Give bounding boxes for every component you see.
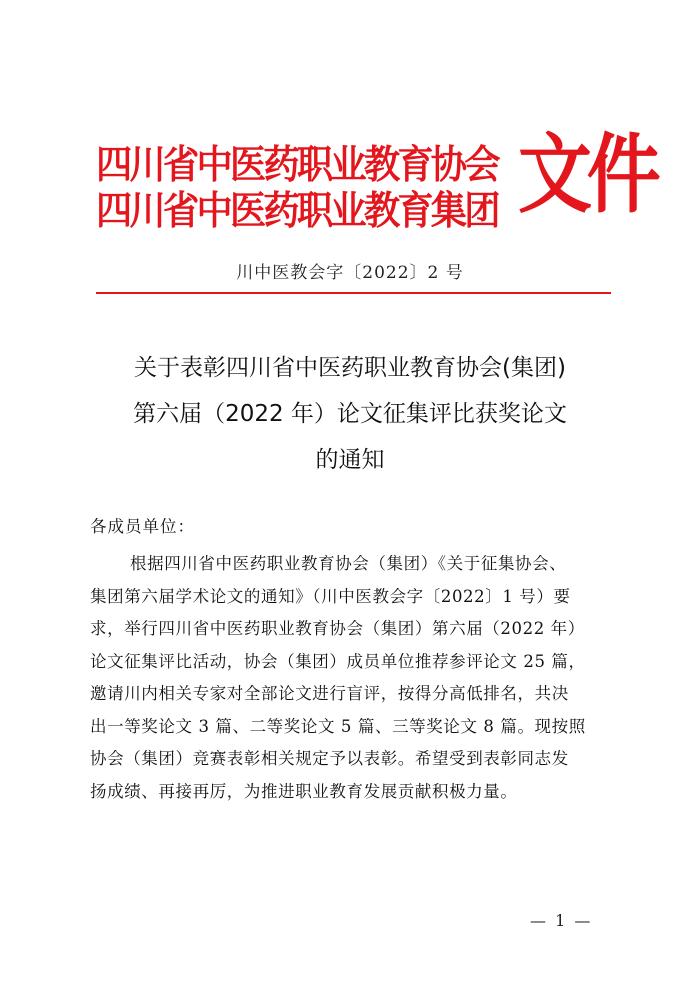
issuing-org-association: 四川省中医药职业教育协会 (96, 143, 498, 188)
document-type-label: 文件 (518, 125, 656, 225)
title-line: 第六届（2022 年）论文征集评比获奖论文 (133, 401, 567, 427)
body-line: 根据四川省中医药职业教育协会（集团）《关于征集协会、 (130, 554, 567, 573)
body-line: 论文征集评比活动，协会（集团）成员单位推荐参评论文 25 篇， (90, 651, 586, 671)
body-line: 邀请川内相关专家对全部论文进行盲评，按得分高低排名，共决 (90, 684, 569, 703)
title-line: 关于表彰四川省中医药职业教育协会(集团) (134, 355, 566, 381)
document-red-header (0, 0, 700, 300)
body-line: 求，举行四川省中医药职业教育协会（集团）第六届（2022 年） (90, 619, 585, 638)
red-separator-line (96, 292, 611, 294)
page-number: — 1 — (530, 911, 593, 930)
salutation: 各成员单位： (90, 517, 195, 536)
body-line: 扬成绩、再接再厉，为推进职业教育发展贡献积极力量。 (90, 781, 518, 801)
body-line: 集团第六届学术论文的通知》（川中医教会字〔2022〕1 号）要 (90, 586, 571, 606)
body-paragraph (90, 548, 615, 808)
issuing-org-group: 四川省中医药职业教育集团 (96, 189, 498, 234)
document-title (60, 345, 640, 483)
title-line: 的通知 (315, 447, 385, 473)
body-line: 出一等奖论文 3 篇、二等奖论文 5 篇、三等奖论文 8 篇。现按照 (90, 716, 586, 736)
body-line: 协会（集团）竞赛表彰相关规定予以表彰。希望受到表彰同志发 (90, 749, 569, 768)
document-number: 川中医教会字〔2022〕2 号 (236, 263, 464, 283)
